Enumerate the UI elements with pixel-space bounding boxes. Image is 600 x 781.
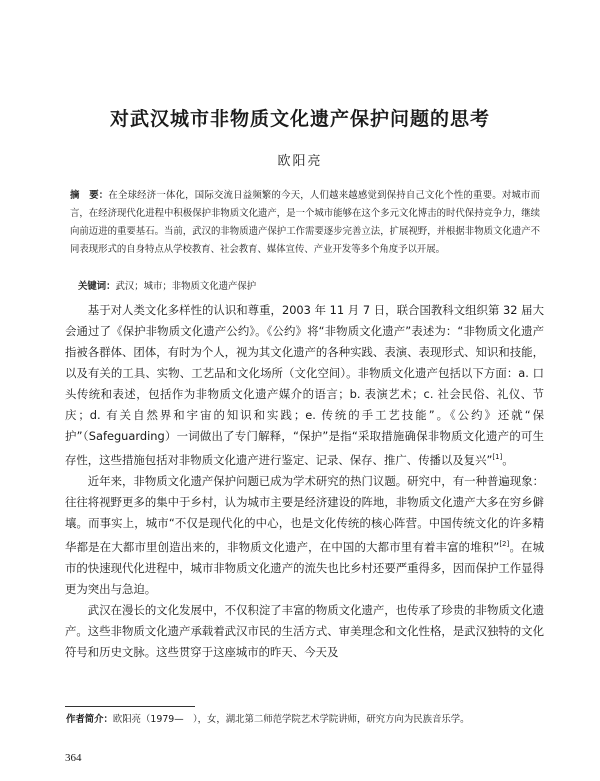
keywords-label: 关键词： <box>78 281 116 292</box>
author-footnote <box>66 712 544 728</box>
keywords-text: 武汉；城市；非物质文化遗产保护 <box>115 281 257 292</box>
keywords <box>78 279 548 295</box>
article-body <box>65 300 544 663</box>
body-paragraph-1 <box>65 300 544 471</box>
page-number: 364 <box>65 752 82 764</box>
article-title: 对武汉城市非物质文化遗产保护问题的思考 <box>109 108 490 130</box>
footnote-label: 作者简介： <box>66 714 113 725</box>
article-author: 欧阳亮 <box>277 154 323 169</box>
paragraph-2-end: 。在城市的快速现代化进程中，城市非物质文化遗产的流失也比乡村还要严重得多，因而保护工作显得更为突出与急迫。 <box>65 539 544 596</box>
reference-marker-2: [2] <box>499 539 510 548</box>
reference-marker-1: [1] <box>492 453 503 461</box>
footnote-text: 欧阳亮（1979— ），女，湖北第二师范学院艺术学院讲师，研究方向为民族音乐学。 <box>112 714 470 725</box>
body-paragraph-2 <box>65 471 544 600</box>
abstract <box>70 187 540 259</box>
body-paragraph-3: 武汉在漫长的文化发展中，不仅积淀了丰富的物质文化遗产，也传承了珍贵的非物质文化遗产。这些非物质文化遗产承载着武汉市民的生活方式、审美理念和文化性格，是武汉独特的文化符号和历史文脉。这些贯穿于这座城市的昨天、今天及 <box>65 602 544 659</box>
paragraph-1-end: 。 <box>502 452 514 467</box>
footnote-divider <box>65 706 195 707</box>
abstract-label: 摘 要： <box>70 190 109 201</box>
abstract-text: 在全球经济一体化，国际交流日益频繁的今天，人们越来越感觉到保持自己文化个性的重要。对城市而言，在经济现代化进程中积极保护非物质文化遗产，是一个城市能够在这个多元文化博击的时代保持竞争力，继续向前迈进的重要基石。当前，武汉的非物质遗产保护工作需要逐步完善立法，扩展视野，并根据非物质文化遗产不同表现形式的自身特点从学校教育、社会教育、媒体宣传、产业开发等多个角度予以开展。 <box>70 190 540 255</box>
paragraph-2-text: 近年来，非物质文化遗产保护问题已成为学术研究的热门议题。研究中，有一种普遍现象：往往将视野更多的集中于乡村，认为城市主要是经济建设的阵地，非物质文化遗产大多在穷乡僻壤。而事实上，城市“不仅是现代化的中心，也是文化传统的核心阵营。中国传统文化的许多精华都是在大都市里创造出来的，非物质文化遗产，在中国的大都市里有着丰富的堆积” <box>65 473 544 554</box>
paragraph-1-text: 基于对人类文化多样性的认识和尊重，2003 年 11 月 7 日，联合国教科文组织第 32 届大会通过了《保护非物质文化遗产公约》。《公约》将“非物质文化遗产”表述为：“非物质文化遗产指被各群体、团体，有时为个人，视为其文化遗产的各种实践、表演、表现形式、知识和技能，以及有关的工具、实物、工艺品和文化场所（文化空间）。非物质文化遗产包括以下方面：a. 口头传统和表述，包括作为非物质文化遗产媒介的语言；b. 表演艺术；c. 社会民俗、礼仪、节庆；d. 有关自然界和宇宙的知识和实践；e. 传统的手工艺技能”。《公约》还就“保护”（Safeguarding）一词做出了专门解释，“保护”是指“采取措施确保非物质文化遗产的可生存性，这些措施包括对非物质文化遗产进行鉴定、记录、保存、推广、传播以及复兴” <box>65 303 544 467</box>
